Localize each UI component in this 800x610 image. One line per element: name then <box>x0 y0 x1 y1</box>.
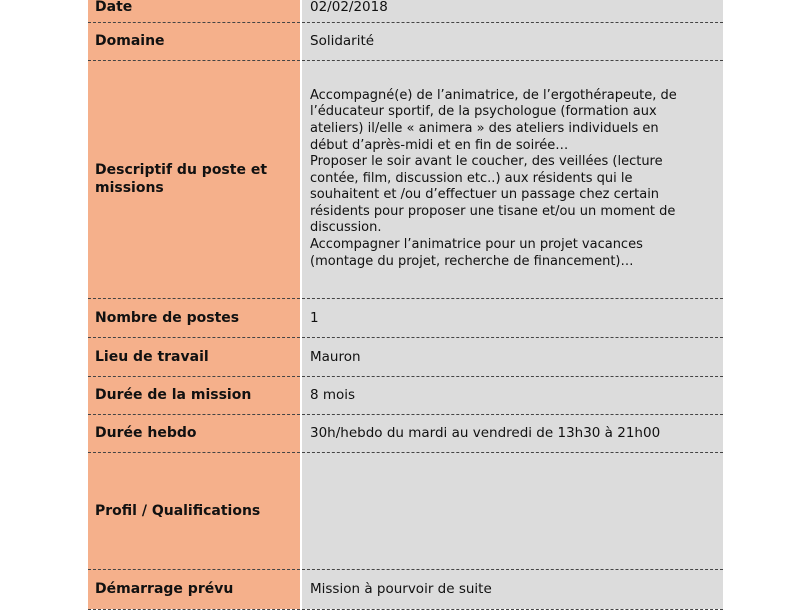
row-label <box>88 337 301 376</box>
job-offer-table <box>88 0 723 610</box>
demarrage-label: Démarrage prévu <box>95 581 234 597</box>
duree-mission-value: 8 mois <box>301 376 723 414</box>
row-label <box>88 452 301 569</box>
domaine-label: Domaine <box>95 33 165 49</box>
row-duree-mission <box>88 376 723 414</box>
descriptif-value: Accompagné(e) de l’animatrice, de l’ergothérapeute, de l’éducateur sportif, de la psychologue (formation aux ateliers) il/elle « animera » des ateliers individuels en début d’après-midi et en fin de soirée… Proposer le soir avant le coucher, des veillées (lecture contée, film, discussion etc..) aux résidents qui le souhaitent et /ou d’effectuer un passage chez certain résidents pour proposer une tisane et/ou un moment de discussion. Accompagner l’animatrice pour un projet vacances (montage du projet, recherche de financement)… <box>301 60 723 298</box>
row-domaine <box>88 22 723 60</box>
row-descriptif <box>88 60 723 298</box>
lieu-travail-label: Lieu de travail <box>95 348 209 365</box>
row-demarrage <box>88 569 723 609</box>
nombre-postes-value: 1 <box>301 298 723 337</box>
row-lieu-travail <box>88 337 723 376</box>
duree-hebdo-value: 30h/hebdo du mardi au vendredi de 13h30 à 21h00 <box>301 414 723 452</box>
date-label: Date <box>95 0 133 15</box>
duree-hebdo-label: Durée hebdo <box>95 425 197 441</box>
row-label <box>88 60 301 298</box>
row-label <box>88 414 301 452</box>
row-date <box>88 0 723 22</box>
row-label <box>88 298 301 337</box>
row-label <box>88 376 301 414</box>
nombre-postes-label: Nombre de postes <box>95 309 240 326</box>
row-nombre-postes <box>88 298 723 337</box>
row-label <box>88 569 301 609</box>
row-label <box>88 22 301 60</box>
domaine-value: Solidarité <box>301 22 723 60</box>
row-profil <box>88 452 723 569</box>
descriptif-label: Descriptif du poste et missions <box>95 162 268 196</box>
duree-mission-label: Durée de la mission <box>95 387 252 403</box>
profil-label: Profil / Qualifications <box>95 502 261 519</box>
row-label <box>88 0 301 22</box>
date-value: 02/02/2018 <box>301 0 723 22</box>
lieu-travail-value: Mauron <box>301 337 723 376</box>
profil-value <box>301 452 723 569</box>
demarrage-value: Mission à pourvoir de suite <box>301 569 723 609</box>
row-duree-hebdo <box>88 414 723 452</box>
